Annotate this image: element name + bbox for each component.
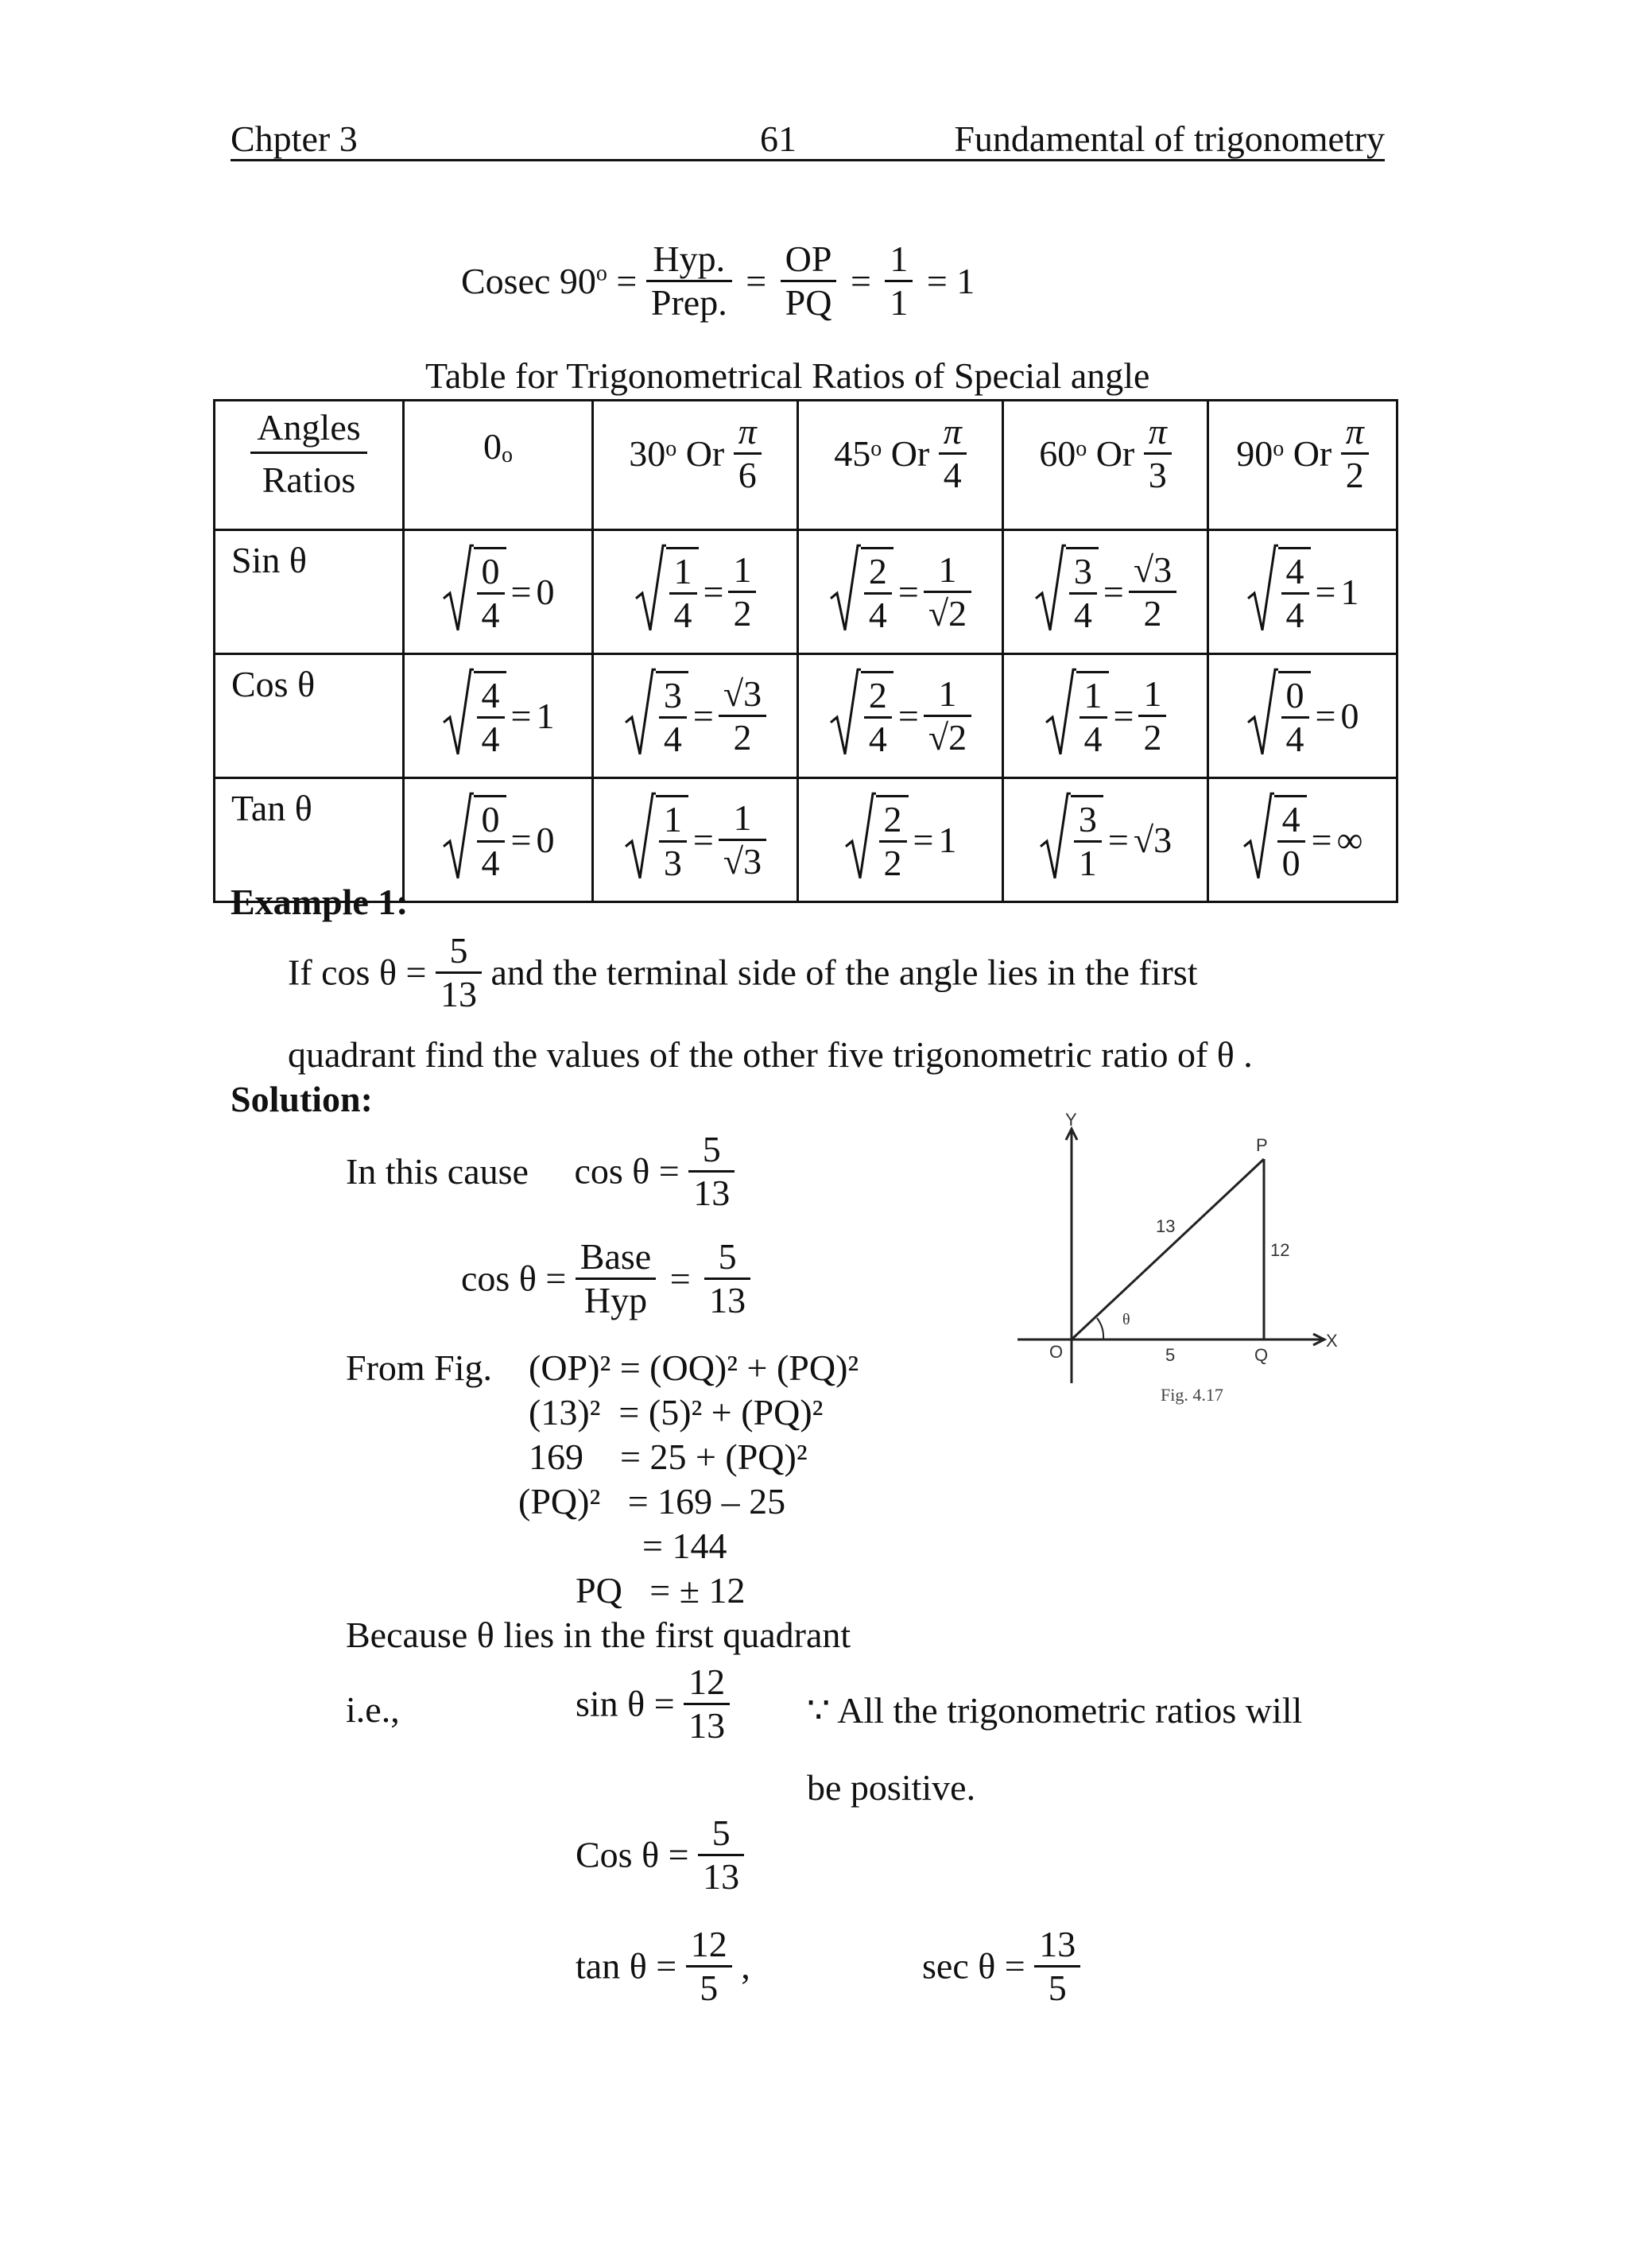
solution-line-2: cos θ = $\frac{\text{Base}}{\text{Hyp}}$ = $\frac{5}{13}$	[461, 1236, 750, 1320]
cosec-frac-1: $\frac{\text{Hyp.}}{\text{Prep.}}$	[646, 238, 732, 323]
reason-line-1: ∵ All the trigonometric ratios will	[807, 1690, 1303, 1731]
solution-heading: Solution:	[231, 1079, 373, 1119]
axis-x-label: X	[1326, 1331, 1338, 1351]
ratio-cell: $\frac{3}{4}$ = $\frac{√3}{2}$	[1003, 530, 1208, 654]
angle-header-1: 30 o Or $\frac{\pi}{6}$	[593, 401, 798, 530]
table-caption: Table for Trigonometrical Ratios of Special angle	[425, 355, 1150, 396]
hypotenuse-label: 13	[1156, 1216, 1176, 1236]
cosec-equation: Cosec 90$^o$ = $\frac{\text{Hyp.}}{\text{Prep.}}$ = $\frac{OP}{PQ}$ = $\frac{1}{1}$ = 1	[461, 238, 975, 323]
example-frac: $\frac{5}{13}$	[436, 930, 482, 1014]
chapter-title: Fundamental of trigonometry	[954, 118, 1385, 159]
angle-header-0: 0 $_o$	[404, 401, 593, 530]
ratio-cell: $\frac{2}{4}$ = $\frac{1}{√2}$	[798, 654, 1003, 778]
opposite-label: 12	[1270, 1240, 1290, 1260]
solution-frac-1: $\frac{5}{13}$	[688, 1129, 735, 1213]
row-label: Sin θ	[215, 530, 404, 654]
pythagoras-eq-4: (PQ)² = 169 – 25	[518, 1481, 786, 1522]
row-label: Tan θ	[215, 778, 404, 902]
ratio-cell: $\frac{4}{0}$ = ∞	[1208, 778, 1397, 902]
origin-label: O	[1049, 1342, 1064, 1362]
axis-y-label: Y	[1065, 1113, 1077, 1130]
ratio-cell: $\frac{2}{4}$ = $\frac{1}{√2}$	[798, 530, 1003, 654]
angle-arc	[1097, 1318, 1103, 1339]
angle-header-2: 45 o Or $\frac{\pi}{4}$	[798, 401, 1003, 530]
pythagoras-eq-6: PQ = ± 12	[576, 1570, 746, 1611]
ratio-cell: $\frac{0}{4}$ = 0	[404, 778, 593, 902]
ratio-cell: $\frac{2}{2}$ = 1	[798, 778, 1003, 902]
pythagoras-eq-2: (13)² = (5)² + (PQ)²	[529, 1392, 824, 1433]
chapter-label: Chpter 3	[231, 118, 358, 159]
page-header	[231, 118, 1385, 161]
angles-label: Angles	[250, 406, 366, 454]
sec-result: sec θ = $\frac{13}{5}$	[922, 1924, 1080, 2008]
ratio-cell: $\frac{3}{4}$ = $\frac{√3}{2}$	[593, 654, 798, 778]
ratios-label: Ratios	[262, 459, 356, 500]
sin-frac: $\frac{12}{13}$	[684, 1661, 730, 1746]
tan-frac: $\frac{12}{5}$	[686, 1924, 732, 2008]
table-header-row	[215, 401, 1397, 530]
angle-header-4: 90 o Or $\frac{\pi}{2}$	[1208, 401, 1397, 530]
ratio-cell: $\frac{4}{4}$ = 1	[1208, 530, 1397, 654]
solution-line-1: In this cause cos θ = $\frac{5}{13}$	[346, 1129, 735, 1213]
ratio-cell: $\frac{1}{4}$ = $\frac{1}{2}$	[593, 530, 798, 654]
trig-ratio-table	[213, 399, 1398, 903]
hypotenuse-line	[1072, 1159, 1264, 1339]
pythagoras-eq-5: = 144	[642, 1526, 727, 1566]
theta-label: θ	[1122, 1311, 1130, 1328]
page-number: 61	[760, 118, 797, 159]
cosec-lhs: Cosec 90$^o$ =	[461, 260, 638, 301]
triangle-figure	[1010, 1113, 1343, 1415]
example-line-2: quadrant find the values of the other five trigonometric ratio of θ .	[288, 1034, 1253, 1075]
solution-frac-3: $\frac{5}{13}$	[704, 1236, 750, 1320]
solution-frac-2: $\frac{\text{Base}}{\text{Hyp}}$	[576, 1236, 656, 1320]
cos-frac: $\frac{5}{13}$	[698, 1812, 744, 1897]
sin-result: sin θ = $\frac{12}{13}$	[576, 1661, 730, 1746]
row-label: Cos θ	[215, 654, 404, 778]
example-heading: Example 1:	[231, 882, 409, 922]
pythagoras-eq-1: (OP)² = (OQ)² + (PQ)²	[529, 1347, 859, 1388]
sec-frac: $\frac{13}{5}$	[1034, 1924, 1080, 2008]
example-line-1: If cos θ = $\frac{5}{13}$ and the terminal side of the angle lies in the first	[288, 930, 1198, 1014]
ratio-cell: $\frac{0}{4}$ = 0	[1208, 654, 1397, 778]
ratio-cell: $\frac{1}{3}$ = $\frac{1}{√3}$	[593, 778, 798, 902]
quadrant-statement: Because θ lies in the first quadrant	[346, 1615, 851, 1655]
figure-caption: Fig. 4.17	[1161, 1385, 1223, 1405]
ratio-cell: $\frac{3}{1}$ = √3	[1003, 778, 1208, 902]
reason-line-2: be positive.	[807, 1767, 976, 1808]
ratio-cell: $\frac{4}{4}$ = 1	[404, 654, 593, 778]
angle-header-3: 60 o Or $\frac{\pi}{3}$	[1003, 401, 1208, 530]
from-fig-label: From Fig.	[346, 1347, 493, 1388]
cosec-frac-2: $\frac{OP}{PQ}$	[781, 238, 837, 323]
cos-result: Cos θ = $\frac{5}{13}$	[576, 1812, 744, 1897]
tan-result: tan θ = $\frac{12}{5}$ ,	[576, 1924, 750, 2008]
point-q-label: Q	[1254, 1345, 1269, 1365]
ratio-cell: $\frac{0}{4}$ = 0	[404, 530, 593, 654]
table-row	[215, 654, 1397, 778]
base-label: 5	[1165, 1345, 1176, 1365]
ie-label: i.e.,	[346, 1689, 400, 1730]
corner-cell	[215, 401, 404, 530]
ratio-cell: $\frac{1}{4}$ = $\frac{1}{2}$	[1003, 654, 1208, 778]
pythagoras-eq-3: 169 = 25 + (PQ)²	[529, 1436, 808, 1477]
point-p-label: P	[1256, 1135, 1268, 1155]
table-row	[215, 530, 1397, 654]
cosec-frac-3: $\frac{1}{1}$	[885, 238, 913, 323]
